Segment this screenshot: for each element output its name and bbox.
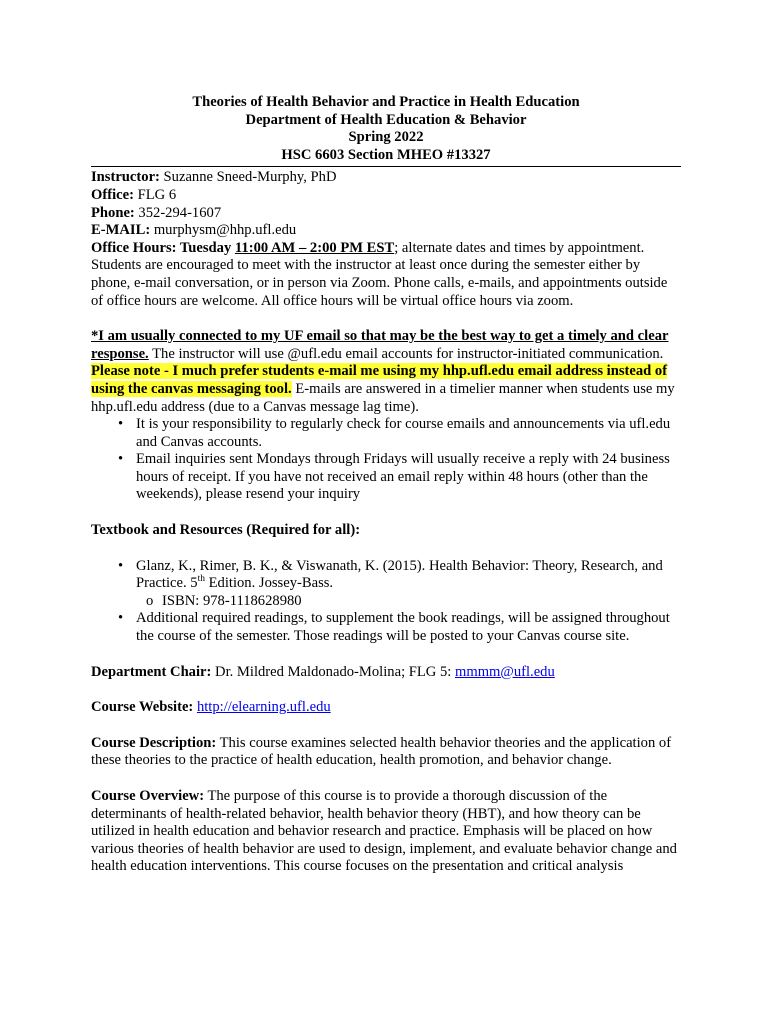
course-section: HSC 6603 Section MHEO #13327 <box>281 146 491 163</box>
instructor-line <box>91 169 681 187</box>
course-description-label: Course Description: <box>91 734 217 751</box>
office-value: FLG 6 <box>133 186 177 203</box>
course-website-label: Course Website: <box>91 699 194 716</box>
list-item: o ISBN: 978-1118628980 <box>91 593 681 611</box>
textbook-list <box>91 558 681 593</box>
phone-line <box>91 205 681 223</box>
department-chair-line <box>91 664 681 682</box>
email-value: murphysm@hhp.ufl.edu <box>150 222 297 239</box>
list-item <box>91 558 681 593</box>
office-hours-paragraph <box>91 240 681 310</box>
textbook-citation: Glanz, K., Rimer, B. K., & Viswanath, K. (2015). Health Behavior: Theory, Research, and Practice. 5 <box>136 557 663 592</box>
email-note-text-2: E-mails are answered in a timelier manner when students use my hhp.ufl.edu address (due to a Canvas message lag time). <box>91 380 675 415</box>
office-hours-label: Office Hours: Tuesday <box>91 239 235 256</box>
course-overview-text: The purpose of this course is to provide a thorough discussion of the determinants of health-related behavior, health behavior theory (HBT), and how theory can be utilized in health education and behavior research and practice. Emphasis will be placed on how various theories of health behavior are used to design, implement, and evaluate behavior change and health education interventions. This course focuses on the presentation and critical analysis <box>91 788 677 875</box>
email-note-text: The instructor will use @ufl.edu email accounts for instructor-initiated communication. <box>148 345 664 362</box>
instructor-label: Instructor: <box>91 169 160 186</box>
textbook-heading-text: Textbook and Resources (Required for all): <box>91 522 361 539</box>
phone-label: Phone: <box>91 204 135 221</box>
edition-superscript: th <box>197 574 205 585</box>
list-item: • Email inquiries sent Mondays through Fridays will usually receive a reply with 24 business hours of receipt. If you have not received an email reply within 48 hours (other than the weekends), please resend your inquiry <box>91 451 681 504</box>
email-note-paragraph <box>91 328 681 416</box>
syllabus-page <box>91 94 681 876</box>
department-chair-label: Department Chair: <box>91 663 212 680</box>
course-title: Theories of Health Behavior and Practice in Health Education <box>192 94 580 110</box>
isbn-list <box>91 593 681 611</box>
additional-readings-list <box>91 610 681 645</box>
course-description-paragraph <box>91 735 681 770</box>
email-note-block <box>91 328 681 504</box>
course-overview-paragraph <box>91 788 681 876</box>
textbook-citation-end: Edition. Jossey-Bass. <box>204 575 334 592</box>
office-hours-details: ; alternate dates and times by appointment. Students are encouraged to meet with the instructor at least once during the semester either by phone, e-mail conversation, or in person via Zoom. Phone calls, e-mails, and appointments outside of office hours are welcome. All office hours will be virtual office hours via zoom. <box>91 239 668 309</box>
email-preference-highlight: Please note - I much prefer students e-mail me using my hhp.ufl.edu email address instead of using the canvas messaging tool. <box>91 363 668 397</box>
department-chair-text: Dr. Mildred Maldonado-Molina; FLG 5: <box>211 663 455 680</box>
email-bullets <box>91 416 681 504</box>
term: Spring 2022 <box>348 129 424 146</box>
office-hours-time: 11:00 AM – 2:00 PM EST <box>234 239 395 256</box>
list-item: • It is your responsibility to regularly check for course emails and announcements via ufl.edu and Canvas accounts. <box>91 416 681 451</box>
course-description-text: This course examines selected health behavior theories and the application of these theories to the practice of health education, health promotion, and behavior change. <box>91 734 672 769</box>
chair-email-link[interactable]: mmmm@ufl.edu <box>455 663 555 680</box>
phone-value: 352-294-1607 <box>134 204 222 221</box>
email-note-lead: *I am usually connected to my UF email so that may be the best way to get a timely and clear response. <box>91 328 669 362</box>
header-divider <box>91 166 681 167</box>
contact-block <box>91 169 681 310</box>
course-overview-label: Course Overview: <box>91 788 205 804</box>
email-line <box>91 222 681 240</box>
textbook-section <box>91 522 681 646</box>
document-header <box>91 94 681 164</box>
list-item: • Additional required readings, to supplement the book readings, will be assigned throughout the course of the semester. Those readings will be posted to your Canvas course site. <box>91 610 681 645</box>
instructor-name: Suzanne Sneed-Murphy, PhD <box>159 169 337 186</box>
course-website-link[interactable]: http://elearning.ufl.edu <box>196 699 331 716</box>
department-name: Department of Health Education & Behavior <box>245 111 527 128</box>
email-label: E-MAIL: <box>91 222 151 239</box>
textbook-heading <box>91 522 681 540</box>
office-label: Office: <box>91 186 134 203</box>
course-website-line <box>91 699 681 717</box>
office-line <box>91 187 681 205</box>
